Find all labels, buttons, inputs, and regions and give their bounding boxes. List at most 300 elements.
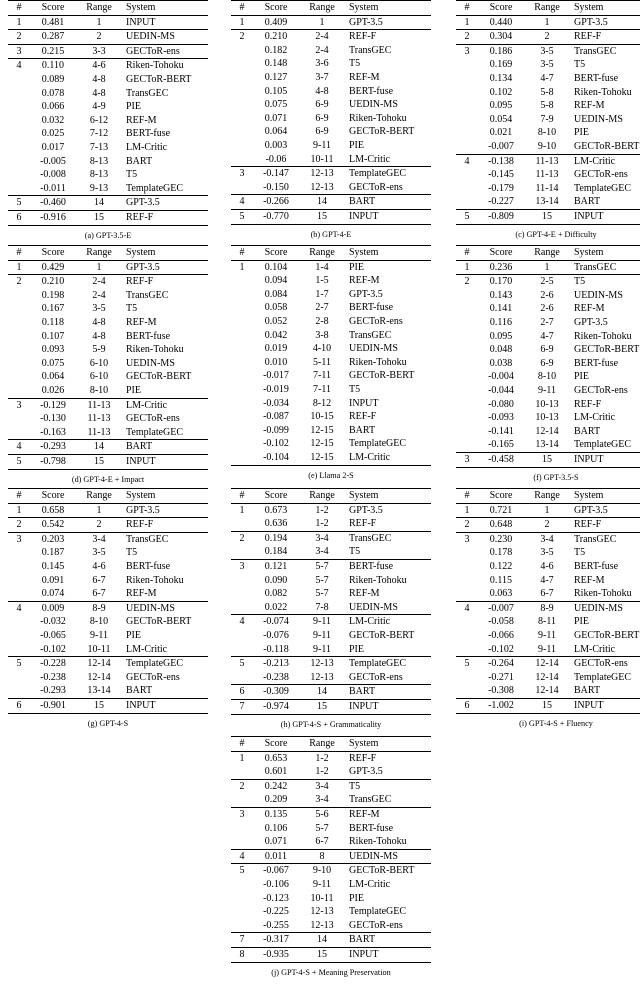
cell-system: REF-M	[126, 316, 157, 328]
table-row	[456, 58, 640, 72]
cell-score: 0.075	[41, 357, 65, 369]
cell-score: 0.409	[264, 16, 288, 28]
table-row	[456, 260, 640, 275]
cell-rank	[8, 671, 30, 685]
cell-range: 9-11	[313, 629, 331, 641]
table-panel-g	[8, 488, 208, 728]
header-row	[456, 489, 640, 504]
cell-rank	[456, 546, 478, 560]
table-row	[8, 384, 208, 398]
table-row	[231, 779, 431, 793]
table-row	[8, 532, 208, 546]
table-row	[231, 153, 431, 167]
table-row	[456, 615, 640, 629]
cell-rank	[231, 153, 253, 167]
cell-score: 0.074	[41, 588, 65, 600]
cell-range: 4-7	[540, 574, 554, 586]
cell-score: 0.110	[41, 60, 65, 72]
cell-rank	[456, 587, 478, 601]
cell-system: INPUT	[349, 948, 379, 960]
cell-range: 10-13	[535, 398, 559, 410]
table-caption: (j) GPT-4-S + Meaning Preservation	[271, 967, 391, 977]
cell-range: 2-4	[315, 44, 329, 56]
table-row	[231, 85, 431, 99]
cell-system: REF-M	[126, 588, 157, 600]
table-row	[456, 86, 640, 100]
cell-score: 0.091	[41, 574, 65, 586]
cell-score: -0.901	[40, 699, 66, 711]
cell-score: 0.653	[264, 752, 288, 764]
cell-range: 15	[542, 699, 552, 711]
table-row	[8, 30, 208, 45]
cell-system: REF-M	[574, 574, 605, 586]
cell-range: 1	[544, 16, 550, 28]
cell-score: 0.066	[41, 101, 65, 113]
cell-score: 0.242	[264, 780, 288, 792]
cell-range: 4-8	[315, 85, 329, 97]
cell-score: 0.542	[41, 519, 65, 531]
cell-rank: 5	[16, 197, 22, 209]
cell-range: 8-12	[312, 397, 332, 409]
cell-system: BART	[126, 685, 153, 697]
cell-system: BERT-fuse	[349, 85, 394, 97]
cell-rank: 8	[239, 948, 245, 960]
cell-range: 2	[96, 31, 102, 43]
table-panel-a	[8, 0, 208, 240]
cell-system: INPUT	[349, 210, 379, 222]
cell-score: -0.102	[263, 438, 289, 450]
table-panel-i	[456, 488, 640, 728]
cell-system: TransGEC	[126, 87, 169, 99]
cell-score: -0.458	[488, 453, 514, 465]
table-row	[231, 671, 431, 685]
cell-range: 12-14	[535, 658, 559, 670]
cell-system: GECToR-BERT	[349, 370, 415, 382]
cell-system: T5	[349, 383, 361, 395]
cell-rank	[8, 316, 30, 330]
cell-system: UEDIN-MS	[349, 601, 398, 613]
cell-score: 0.064	[41, 371, 65, 383]
cell-rank: 4	[16, 602, 22, 614]
cell-range: 1-2	[315, 504, 329, 516]
cell-range: 11-13	[87, 426, 111, 438]
table-header	[231, 1, 431, 16]
cell-score: -0.916	[40, 211, 66, 223]
cell-range: 2-6	[540, 303, 554, 315]
cell-score: -0.102	[488, 643, 514, 655]
cell-rank	[8, 114, 30, 128]
table-row	[231, 383, 431, 397]
cell-system: T5	[349, 58, 361, 70]
cell-range: 12-15	[310, 438, 334, 450]
cell-range: 12-13	[310, 658, 334, 670]
cell-range: 2-4	[315, 31, 329, 43]
cell-system: REF-F	[574, 31, 602, 43]
cell-score: -0.130	[40, 413, 66, 425]
cell-rank	[8, 643, 30, 657]
cell-score: 0.107	[41, 330, 65, 342]
cell-score: -0.798	[40, 455, 66, 467]
cell-rank: 2	[239, 31, 245, 43]
cell-score: 0.022	[264, 601, 288, 613]
cell-rank: 7	[239, 934, 245, 946]
cell-range: 3-3	[92, 45, 106, 57]
cell-system: TemplateGEC	[349, 438, 407, 450]
cell-range: 1	[96, 504, 102, 516]
cell-range: 8-10	[89, 616, 109, 628]
cell-range: 5-7	[315, 822, 329, 834]
header-system: System	[574, 2, 604, 13]
table-row	[8, 330, 208, 344]
cell-system: GECToR-ens	[349, 919, 403, 931]
cell-system: GECToR-ens	[574, 658, 628, 670]
cell-score: 0.075	[264, 99, 288, 111]
cell-range: 6-7	[315, 836, 329, 848]
cell-range: 3-5	[92, 547, 106, 559]
cell-system: BERT-fuse	[349, 822, 394, 834]
cell-score: -0.106	[263, 878, 289, 890]
cell-system: PIE	[126, 101, 141, 113]
cell-range: 4-8	[92, 330, 106, 342]
cell-rank	[456, 195, 478, 209]
table-row	[231, 15, 431, 30]
cell-range: 7-13	[89, 141, 109, 153]
cell-system: BART	[126, 155, 153, 167]
cell-range: 9-11	[313, 616, 331, 628]
cell-system: BART	[574, 196, 601, 208]
header-system: System	[126, 247, 156, 258]
cell-score: -0.770	[263, 210, 289, 222]
cell-rank	[456, 615, 478, 629]
cell-system: TransGEC	[349, 329, 392, 341]
cell-score: -0.017	[263, 370, 289, 382]
cell-range: 9-11	[538, 643, 556, 655]
cell-rank	[231, 424, 253, 438]
cell-range: 1	[544, 261, 550, 273]
cell-system: GPT-3.5	[349, 288, 383, 300]
table-caption: (a) GPT-3.5-E	[84, 230, 132, 240]
cell-rank	[8, 560, 30, 574]
header-range: Range	[86, 490, 112, 501]
cell-score: 0.115	[489, 574, 513, 586]
cell-range: 13-14	[535, 439, 559, 451]
cell-rank	[8, 302, 30, 316]
cell-score: -0.293	[40, 685, 66, 697]
table-row	[231, 793, 431, 807]
table-row	[231, 288, 431, 302]
cell-rank	[231, 315, 253, 329]
cell-system: GPT-3.5	[126, 261, 160, 273]
table-row	[456, 587, 640, 601]
cell-range: 6-9	[315, 99, 329, 111]
cell-system: TemplateGEC	[349, 168, 407, 180]
cell-system: Riken-Tohoku	[126, 60, 184, 72]
cell-range: 12-15	[310, 424, 334, 436]
cell-rank	[8, 289, 30, 303]
cell-range: 11-13	[87, 413, 111, 425]
cell-range: 2-7	[315, 302, 329, 314]
cell-rank: 2	[16, 31, 22, 43]
table-body	[8, 15, 208, 225]
cell-score: 0.094	[264, 275, 288, 287]
cell-range: 3-4	[540, 533, 554, 545]
cell-range: 10-11	[310, 153, 334, 165]
cell-score: 0.063	[489, 588, 513, 600]
cell-rank	[456, 182, 478, 196]
cell-range: 15	[317, 700, 327, 712]
cell-rank	[8, 629, 30, 643]
table-row	[8, 141, 208, 155]
cell-system: UEDIN-MS	[349, 343, 398, 355]
cell-system: REF-M	[574, 303, 605, 315]
table-row	[456, 140, 640, 154]
cell-range: 2-7	[540, 316, 554, 328]
table-header	[8, 1, 208, 16]
table-row	[231, 342, 431, 356]
cell-score: 0.673	[264, 504, 288, 516]
cell-score: -0.118	[263, 643, 289, 655]
cell-score: 0.026	[41, 384, 65, 396]
cell-system: LM-Critic	[574, 412, 616, 424]
cell-score: 0.429	[41, 261, 65, 273]
table-row	[8, 155, 208, 169]
header-system: System	[349, 247, 379, 258]
table-row	[231, 559, 431, 573]
cell-score: -0.067	[263, 865, 289, 877]
table-row	[456, 532, 640, 546]
cell-range: 13-14	[87, 685, 111, 697]
header-range: Range	[309, 738, 335, 749]
cell-range: 5-7	[315, 574, 329, 586]
cell-score: -0.163	[40, 426, 66, 438]
cell-range: 12-13	[310, 919, 334, 931]
cell-rank	[231, 369, 253, 383]
cell-score: 0.017	[41, 141, 65, 153]
cell-system: GECToR-ens	[126, 413, 180, 425]
cell-score: -0.317	[263, 934, 289, 946]
cell-rank	[8, 546, 30, 560]
cell-system: GPT-3.5	[349, 766, 383, 778]
table-row	[456, 384, 640, 398]
cell-rank	[231, 517, 253, 531]
ranking-table	[231, 0, 431, 225]
cell-rank: 1	[464, 261, 470, 273]
table-row	[231, 195, 431, 210]
cell-system: Riken-Tohoku	[349, 112, 407, 124]
table-row	[456, 657, 640, 671]
table-row	[231, 167, 431, 181]
cell-rank: 6	[16, 211, 22, 223]
header-system: System	[126, 2, 156, 13]
header-system: System	[349, 490, 379, 501]
table-row	[231, 905, 431, 919]
cell-range: 15	[317, 948, 327, 960]
cell-score: -0.308	[488, 685, 514, 697]
cell-rank	[231, 288, 253, 302]
header-score: Score	[264, 490, 288, 501]
cell-rank: 3	[239, 560, 245, 572]
table-row	[231, 685, 431, 700]
cell-system: BART	[574, 425, 601, 437]
cell-system: BART	[574, 685, 601, 697]
cell-system: REF-F	[126, 276, 154, 288]
table-row	[456, 72, 640, 86]
table-header	[456, 246, 640, 261]
cell-system: GECToR-ens	[349, 315, 403, 327]
cell-rank	[8, 182, 30, 196]
cell-range: 9-11	[538, 384, 556, 396]
cell-rank	[8, 370, 30, 384]
cell-range: 8-9	[92, 602, 106, 614]
cell-range: 14	[317, 196, 327, 208]
cell-rank	[8, 384, 30, 398]
cell-score: -0.238	[263, 671, 289, 683]
table-row	[231, 139, 431, 153]
cell-system: T5	[574, 276, 586, 288]
cell-score: 0.194	[264, 532, 288, 544]
cell-system: UEDIN-MS	[349, 850, 398, 862]
cell-range: 8-10	[89, 384, 109, 396]
cell-range: 6-9	[315, 126, 329, 138]
header-row	[8, 1, 208, 16]
cell-system: BERT-fuse	[574, 357, 619, 369]
cell-system: UEDIN-MS	[126, 31, 175, 43]
cell-range: 1-7	[315, 288, 329, 300]
cell-rank: 2	[464, 31, 470, 43]
cell-system: GECToR-BERT	[574, 629, 640, 641]
cell-range: 3-4	[315, 532, 329, 544]
table-body	[456, 503, 640, 713]
cell-system: GECToR-ens	[126, 45, 180, 57]
cell-range: 2-6	[540, 289, 554, 301]
cell-range: 6-9	[540, 344, 554, 356]
table-row	[8, 560, 208, 574]
cell-rank	[231, 765, 253, 779]
table-row	[231, 98, 431, 112]
table-header	[456, 1, 640, 16]
table-row	[231, 657, 431, 671]
cell-score: 0.084	[264, 288, 288, 300]
cell-range: 6-10	[89, 357, 109, 369]
header-score: Score	[41, 2, 65, 13]
table-row	[8, 454, 208, 469]
cell-system: PIE	[349, 139, 364, 151]
cell-rank: 1	[16, 261, 22, 273]
cell-range: 5-8	[540, 86, 554, 98]
cell-range: 2-4	[92, 276, 106, 288]
table-row	[8, 302, 208, 316]
cell-system: TemplateGEC	[574, 182, 632, 194]
cell-rank	[231, 671, 253, 685]
cell-score: 0.187	[41, 547, 65, 559]
cell-score: 0.210	[41, 276, 65, 288]
table-row	[456, 671, 640, 685]
table-row	[456, 302, 640, 316]
cell-range: 9-10	[312, 865, 332, 877]
table-row	[231, 643, 431, 657]
cell-range: 6-7	[540, 588, 554, 600]
table-row	[8, 289, 208, 303]
cell-score: 0.209	[264, 794, 288, 806]
cell-rank	[231, 181, 253, 195]
cell-rank	[8, 343, 30, 357]
ranking-table	[231, 488, 431, 715]
cell-system: LM-Critic	[349, 616, 391, 628]
header-row	[231, 489, 431, 504]
table-row	[8, 15, 208, 30]
table-header	[8, 489, 208, 504]
table-row	[8, 629, 208, 643]
cell-range: 1-2	[315, 766, 329, 778]
table-caption: (c) GPT-4-E + Difficulty	[515, 229, 597, 239]
ranking-table	[456, 245, 640, 468]
cell-score: 0.184	[264, 546, 288, 558]
ranking-table	[8, 0, 208, 226]
cell-range: 12-13	[310, 906, 334, 918]
cell-score: 0.170	[489, 276, 513, 288]
cell-score: 0.127	[264, 71, 288, 83]
table-row	[8, 357, 208, 371]
header-range: Range	[86, 2, 112, 13]
cell-rank: 3	[16, 45, 22, 57]
table-row	[231, 615, 431, 629]
header-row	[8, 489, 208, 504]
table-row	[231, 181, 431, 195]
cell-range: 6-9	[315, 112, 329, 124]
cell-system: LM-Critic	[349, 878, 391, 890]
cell-range: 2-5	[540, 276, 554, 288]
cell-score: 0.038	[489, 357, 513, 369]
cell-system: TransGEC	[349, 44, 392, 56]
cell-system: REF-F	[349, 31, 377, 43]
table-row	[231, 699, 431, 714]
cell-range: 3-5	[540, 59, 554, 71]
cell-score: 0.481	[41, 16, 65, 28]
cell-rank: 6	[464, 699, 470, 711]
cell-score: -0.809	[488, 210, 514, 222]
cell-rank	[456, 58, 478, 72]
cell-range: 9-11	[313, 643, 331, 655]
table-panel-f	[456, 245, 640, 482]
cell-system: GECToR-BERT	[349, 629, 415, 641]
table-row	[231, 410, 431, 424]
cell-rank	[456, 316, 478, 330]
cell-rank	[8, 73, 30, 87]
table-row	[231, 878, 431, 892]
cell-range: 7-8	[315, 601, 329, 613]
cell-system: REF-F	[349, 752, 377, 764]
table-row	[8, 127, 208, 141]
table-row	[231, 751, 431, 765]
table-body	[231, 15, 431, 224]
cell-rank: 4	[16, 441, 22, 453]
cell-score: -0.141	[488, 425, 514, 437]
cell-rank: 5	[464, 210, 470, 222]
cell-range: 3-6	[315, 58, 329, 70]
header-score: Score	[41, 247, 65, 258]
cell-range: 11-13	[535, 169, 559, 181]
cell-rank	[456, 629, 478, 643]
cell-range: 9-11	[313, 878, 331, 890]
cell-score: -0.102	[40, 643, 66, 655]
cell-rank: 2	[16, 519, 22, 531]
cell-system: REF-M	[574, 100, 605, 112]
cell-rank	[8, 587, 30, 601]
cell-system: INPUT	[574, 699, 604, 711]
table-row	[231, 125, 431, 139]
table-row	[231, 765, 431, 779]
cell-system: BART	[349, 196, 376, 208]
